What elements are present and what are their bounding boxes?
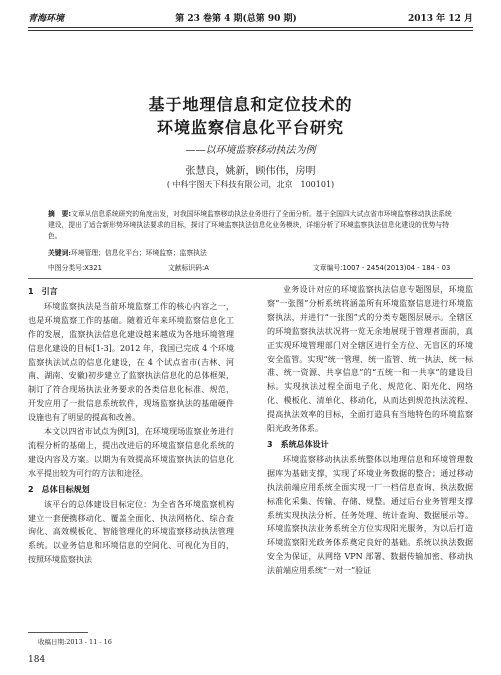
- paragraph: 本文以四省市试点为例[3]，在环境现场监察业务进行流程分析的基础上，提出改进后的环境监察信息化系统的建设内容及方案。以期为有效提高环境监察执法的信息化水平提出较为可行的方法和途径。: [28, 427, 234, 478]
- abstract-label: 摘 要:: [48, 210, 72, 218]
- footnote-rule: [28, 632, 88, 633]
- keywords: [48, 247, 453, 257]
- issue-info: 第 23 卷第 4 期(总第 90 期): [175, 13, 297, 24]
- section-heading: 2 总体目标规划: [28, 484, 90, 494]
- document-code: 文献标识码:A: [168, 264, 209, 272]
- keywords-label: 关键词:: [48, 249, 71, 257]
- section-heading: 3 系统总体设计: [267, 439, 329, 449]
- paragraph: 业务设计对应的环境监察执法信息专题图层，环境监察“一张图”分析系统将涵盖所有环境监察信息进行环境监察执法，并进行“一张图”式的分类专题图层展示。全辖区的环境监察执法状况将一览无余地展现于管理者面前，真正实现环境管理部门对全辖区进行全方位、无盲区的环境安全监管。实现“统一管理、统一监管、统一执法、统一标准、统一资源、共享信息”的“五统一和一共享”的建设目标。实现执法过程全面电子化、规范化、阳光化、网络化、模板化、清单化、移动化，从而达到规范执法流程、提高执法效率的目标，全面打造具有当地特色的环境监察阳光政务体系。: [267, 285, 473, 434]
- affiliation: ( 中科宇图天下科技有限公司，北京 100101): [166, 180, 335, 189]
- paragraph: 环境监察移动执法系统整体以地理信息和环境管理数据库为基础支撑，实现了环境业务数据的整合；通过移动执法前端应用系统全面实现一厂一档信息查询、执法数据标准化采集、传输、存储、规整。通过后台业务管理支撑系统实现执法分析、任务处理、统计查询、数据展示等。环境监察执法业务系统全方位实现阳光服务，为以后打造环境监察阳光政务体系奠定良好的基础。系统以执法数据安全为保证，从网络 VPN 部署、数据传输加密、移动执法前端应用系统“一对一”验证: [267, 454, 473, 576]
- journal-name: 青海环境: [28, 13, 65, 24]
- header-rule: [28, 27, 473, 28]
- abstract-separator: [28, 278, 473, 279]
- section-heading: 1 引言: [28, 287, 58, 296]
- keywords-text: 环境管理；信息化平台；环境监察；监察执法: [70, 249, 207, 257]
- paper-subtitle: ——以环境监察移动执法为例: [185, 145, 316, 156]
- page-number: 184: [28, 655, 46, 665]
- title-line-1: 基于地理信息和定位技术的: [148, 95, 353, 114]
- classification-meta: [48, 262, 453, 272]
- right-column: [267, 283, 473, 578]
- clc-number: 中图分类号:X321: [48, 264, 102, 272]
- abstract-text: 文章从信息系统研究的角度出发，对我国环境监察移动执法业务进行了全面分析。基于全国四大试点省市环境监察移动执法系统建设，提出了适合新形势环境执法要求的目标，探讨了环境监察执法信息化业务模块，详细分析了环境监察执法信息化建设的优势与特色。: [48, 210, 452, 240]
- paragraph: 该平台的总体建设目标定位：为全省各环境监察机构建立一套便携移动化、覆盖全面化、执法网格化、综合查询化、高效模板化、智能管理化的环境监察移动执法管理系统。以业务信息和环境信息的空间化、可视化为目的，按照环境监察执法: [28, 499, 234, 565]
- running-header: [28, 10, 473, 24]
- header-rule-thin: [28, 30, 473, 31]
- article-number: 文章编号:1007 - 2454(2013)04 - 184 - 03: [313, 264, 451, 272]
- received-date-footnote: 收稿日期:2013 - 11 - 16: [38, 638, 112, 646]
- issue-date: 2013 年 12 月: [408, 13, 473, 24]
- abstract: [48, 209, 453, 242]
- paper-title: [0, 93, 501, 139]
- title-line-2: 环境监察信息化平台研究: [156, 118, 344, 137]
- left-column: [28, 283, 234, 567]
- paragraph: 环境监察执法是当前环境监察工作的核心内容之一，也是环境监察工作的基础。随着近年来环境监察信息化工作的发展，监察执法信息化建设越来越成为各地环境管理信息化建设的目标[1-3]。2012 年，我国已完成 4 个环境监察执法试点的信息化建设，在 4 个试点省市(吉林、河南、湖南、安徽)初步建立了监察执法信息化的总体框架，制订了符合现场执法业务要求的各类信息化标准、规范，开发应用了一批信息系统软件，现场监察执法的基础硬件设施也有了明显的提高和改善。: [28, 301, 234, 423]
- author-list: 张慧良，姚新，顾伟伟，房明: [185, 166, 316, 177]
